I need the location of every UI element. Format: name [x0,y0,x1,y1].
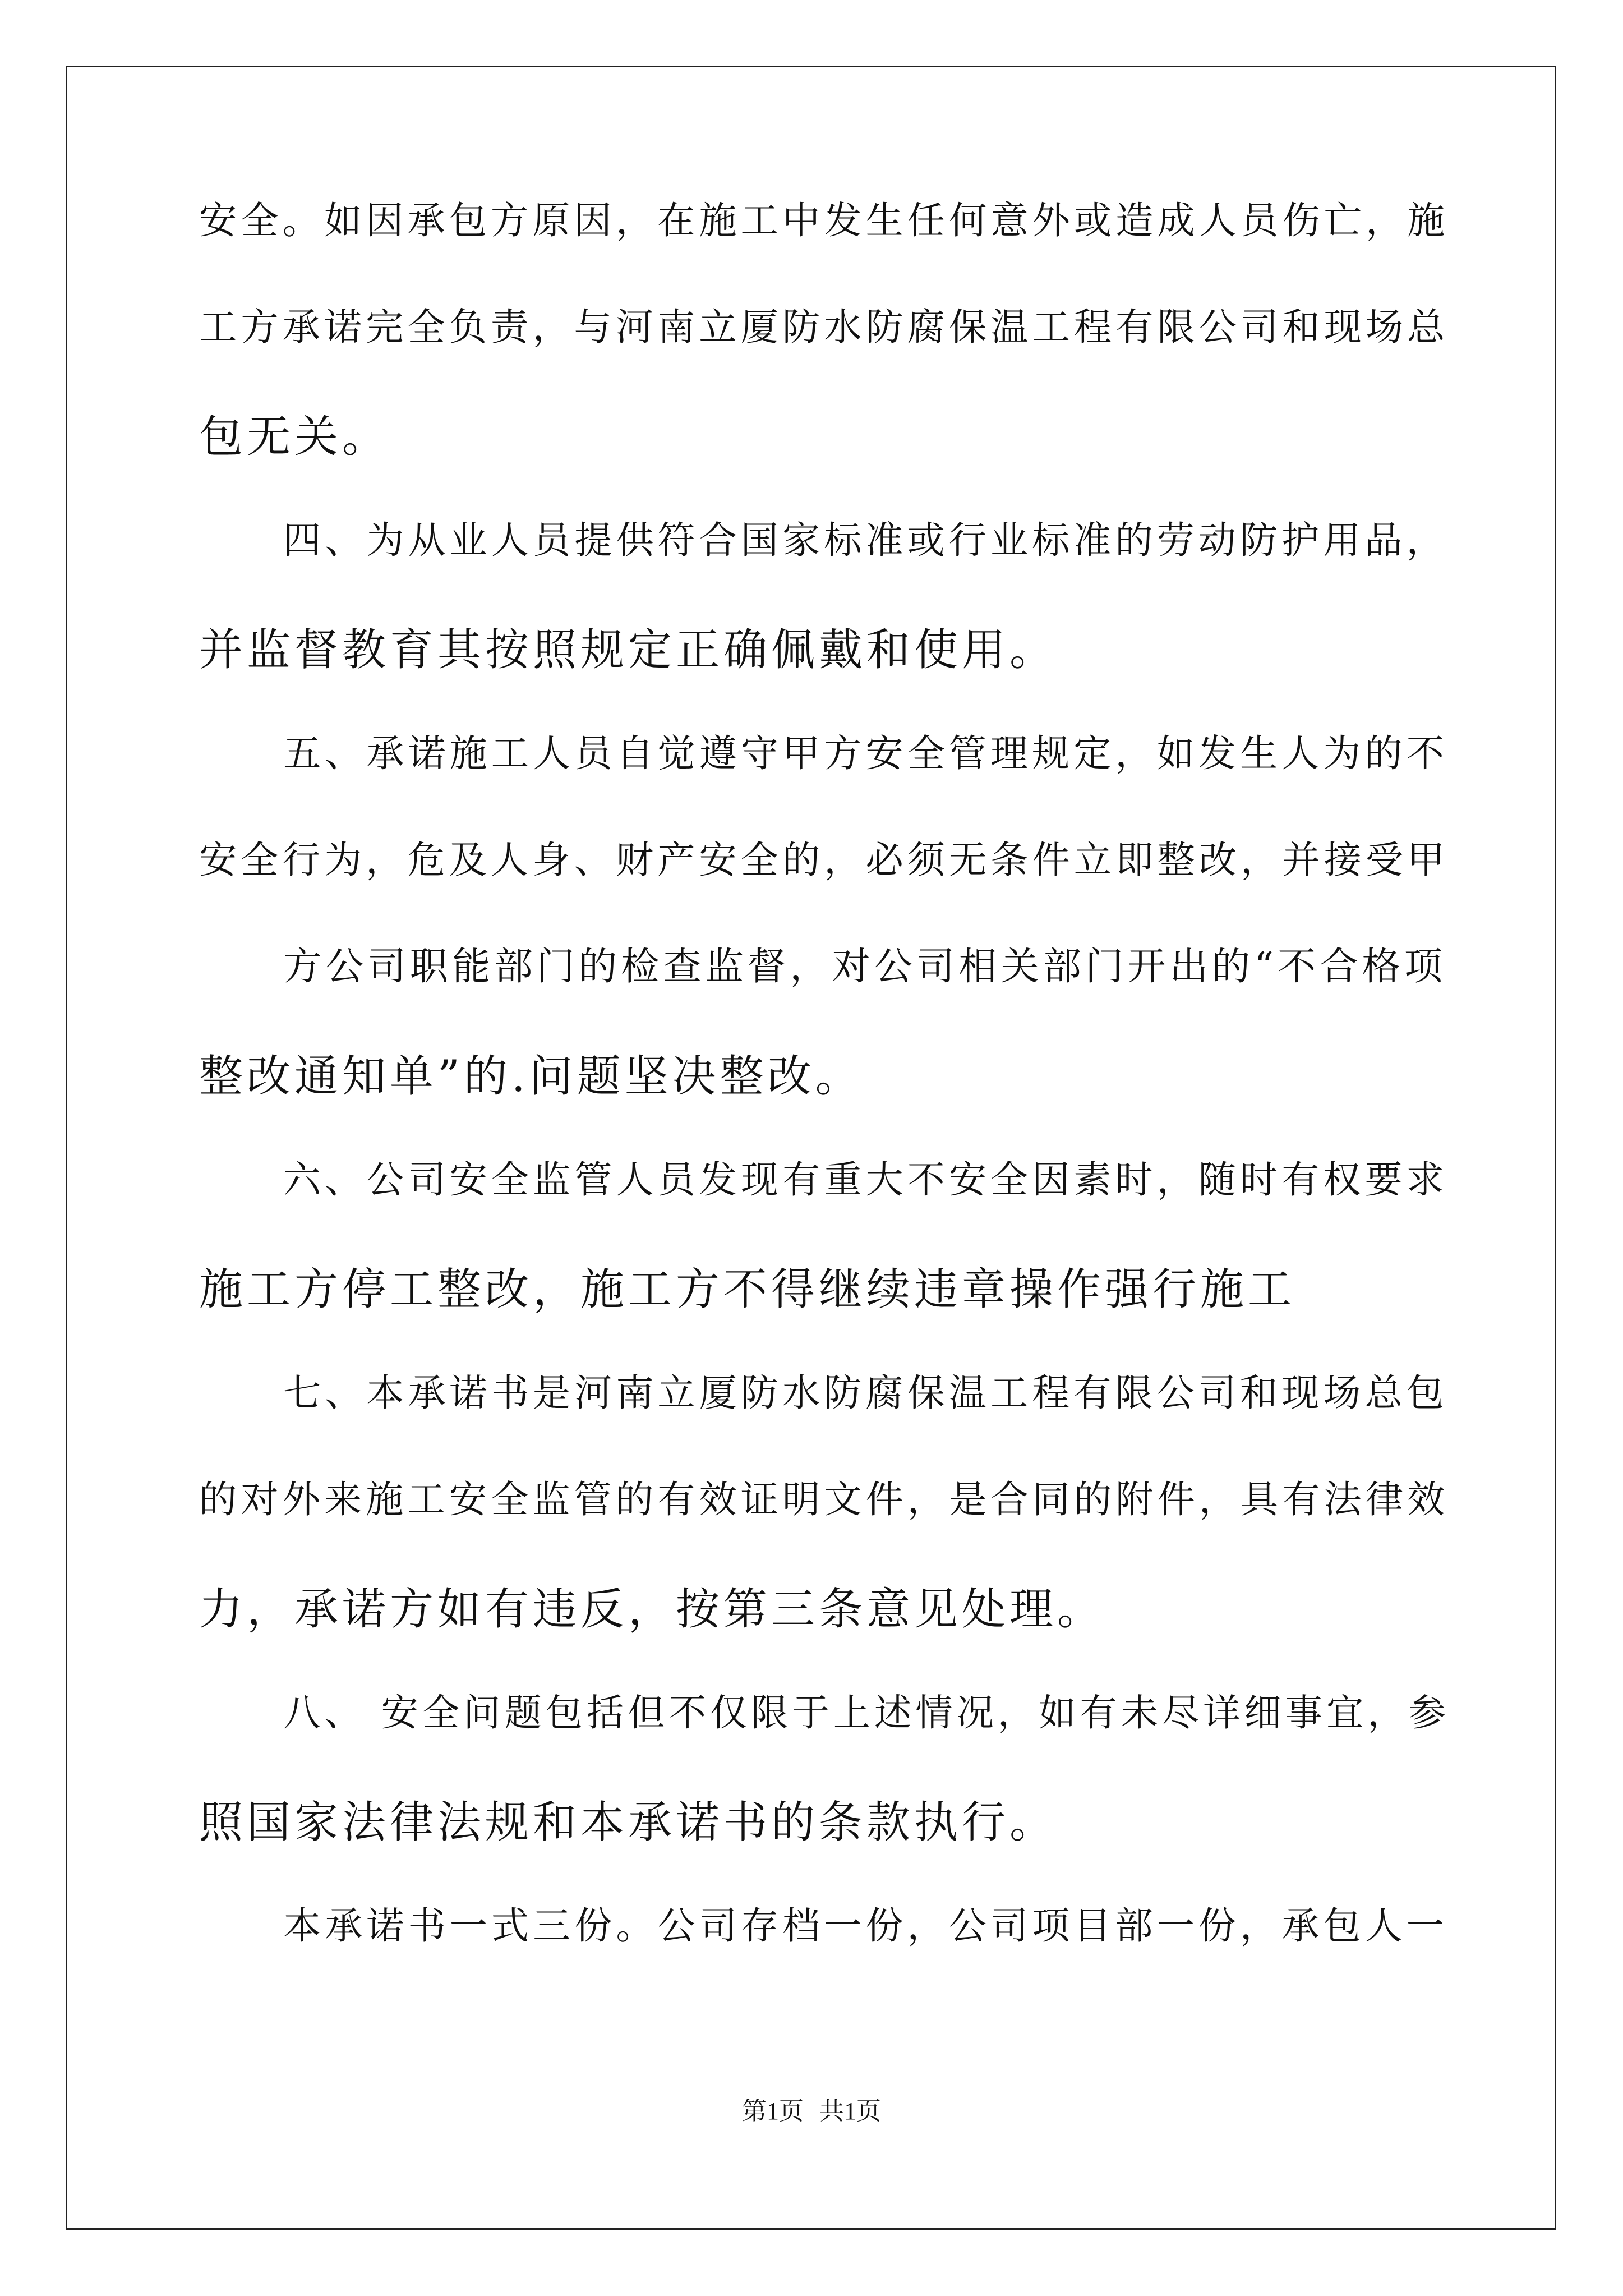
text-line: 本承诺书一式三份。公司存档一份，公司项目部一份，承包人一 [283,1904,1448,1948]
text-line: 工方承诺完全负责，与河南立厦防水防腐保温工程有限公司和现场总 [199,305,1449,349]
page-number: 第1页 [742,2097,804,2125]
text-line: 七、本承诺书是河南立厦防水防腐保温工程有限公司和现场总包 [283,1371,1448,1415]
text-line: 安全。如因承包方原因，在施工中发生任何意外或造成人员伤亡，施 [199,199,1449,242]
text-line: 六、公司安全监管人员发现有重大不安全因素时，随时有权要求 [283,1158,1448,1202]
text-line: 的对外来施工安全监管的有效证明文件，是合同的附件，具有法律效 [199,1478,1449,1521]
text-line: 施工方停工整改，施工方不得继续违章操作强行施工 [199,1264,1296,1315]
text-line: 力，承诺方如有违反，按第三条意见处理。 [199,1584,1105,1635]
text-line: 八、 安全问题包括但不仅限于上述情况，如有未尽详细事宜，参 [283,1691,1450,1734]
text-line: 包无关。 [199,412,390,462]
text-line: 并监督教育其按照规定正确佩戴和使用。 [199,625,1058,675]
text-line: 五、承诺施工人员自觉遵守甲方安全管理规定，如发生人为的不 [283,731,1448,775]
page-total: 共1页 [819,2097,881,2125]
text-line: 整改通知单”的.问题坚决整改。 [199,1051,863,1102]
text-line: 方公司职能部门的检查监督，对公司相关部门开出的“不合格项 [283,945,1447,989]
page-footer [0,2091,1623,2127]
text-line: 照国家法律法规和本承诺书的条款执行。 [199,1797,1058,1848]
text-line: 安全行为，危及人身、财产安全的，必须无条件立即整改，并接受甲 [199,838,1449,882]
text-line: 四、为从业人员提供符合国家标准或行业标准的劳动防护用品， [283,518,1448,562]
